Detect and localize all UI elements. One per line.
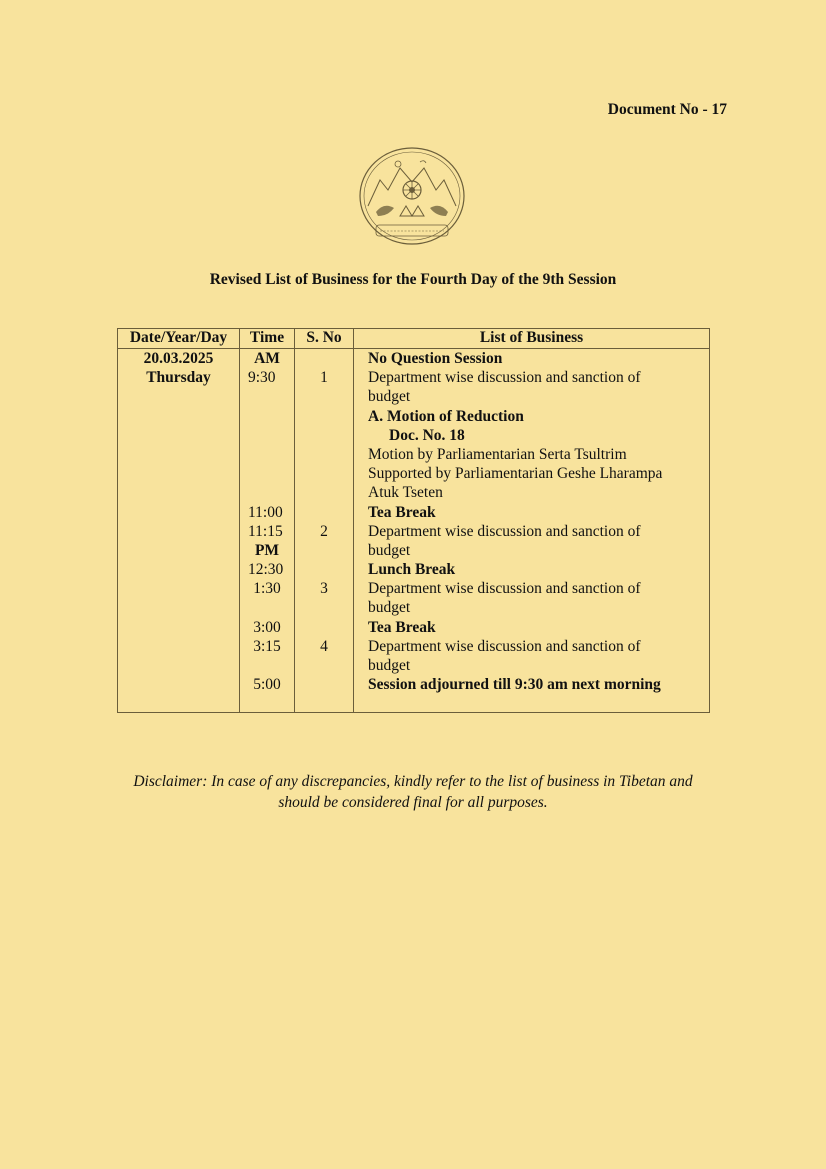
time-line: 12:30 bbox=[248, 561, 284, 579]
date-cell bbox=[118, 349, 240, 713]
time-line bbox=[240, 483, 294, 502]
disclaimer-line: should be considered final for all purposes. bbox=[278, 794, 548, 811]
time-line: PM bbox=[254, 541, 280, 559]
header-date: Date/Year/Day bbox=[118, 329, 240, 349]
sno-line bbox=[295, 598, 353, 617]
time-line bbox=[240, 426, 294, 445]
parliament-emblem-icon bbox=[358, 146, 466, 246]
sno-line bbox=[295, 656, 353, 675]
business-line: Supported by Parliamentarian Geshe Lharampa bbox=[368, 465, 663, 483]
time-line bbox=[240, 464, 294, 483]
time-line: 11:00 bbox=[248, 503, 283, 521]
disclaimer-line: Disclaimer: In case of any discrepancies, kindly refer to the list of business in Tibetan and bbox=[133, 773, 693, 790]
sno-line: 1 bbox=[320, 369, 328, 387]
sno-line bbox=[295, 618, 353, 637]
business-line: Department wise discussion and sanction of bbox=[368, 522, 641, 540]
business-line: Doc. No. 18 bbox=[389, 426, 465, 444]
sno-line bbox=[295, 349, 353, 368]
sno-line bbox=[295, 483, 353, 502]
business-line: Atuk Tseten bbox=[368, 484, 443, 502]
time-line: 5:00 bbox=[253, 676, 281, 694]
business-line: No Question Session bbox=[368, 350, 503, 367]
business-line: Motion by Parliamentarian Serta Tsultrim bbox=[368, 445, 627, 463]
time-line: 3:00 bbox=[253, 618, 281, 636]
sno-line bbox=[295, 387, 353, 406]
sno-line bbox=[295, 503, 353, 522]
sno-line bbox=[295, 407, 353, 426]
business-line: Department wise discussion and sanction of bbox=[368, 369, 641, 387]
business-line: budget bbox=[368, 599, 411, 617]
table-row bbox=[118, 349, 710, 713]
business-cell bbox=[354, 349, 710, 713]
business-table bbox=[117, 328, 710, 713]
sno-line bbox=[295, 541, 353, 560]
sno-line bbox=[295, 560, 353, 579]
sno-line bbox=[295, 445, 353, 464]
business-line: Lunch Break bbox=[368, 561, 456, 579]
time-line: 3:15 bbox=[253, 637, 281, 655]
business-line: A. Motion of Reduction bbox=[368, 407, 524, 425]
document-number: Document No - 17 bbox=[607, 101, 727, 118]
day-value: Thursday bbox=[146, 369, 211, 387]
sno-cell bbox=[295, 349, 354, 713]
time-line: 11:15 bbox=[248, 522, 283, 540]
header-time: Time bbox=[240, 329, 295, 349]
sno-line: 3 bbox=[320, 580, 328, 598]
sno-line: 2 bbox=[320, 522, 328, 540]
time-line bbox=[240, 387, 294, 406]
time-cell bbox=[240, 349, 295, 713]
time-line: 1:30 bbox=[253, 580, 281, 598]
header-business: List of Business bbox=[354, 329, 710, 349]
business-line: Tea Break bbox=[368, 618, 436, 636]
time-line: AM bbox=[254, 350, 280, 367]
disclaimer bbox=[100, 771, 726, 813]
time-line bbox=[240, 656, 294, 675]
sno-line bbox=[295, 426, 353, 445]
time-line: 9:30 bbox=[248, 369, 276, 387]
business-line: budget bbox=[368, 657, 411, 674]
time-line bbox=[240, 407, 294, 426]
time-line bbox=[240, 598, 294, 617]
business-line: Tea Break bbox=[368, 503, 436, 521]
time-line bbox=[240, 445, 294, 464]
header-sno: S. No bbox=[295, 329, 354, 349]
sno-line bbox=[295, 675, 353, 694]
document-title: Revised List of Business for the Fourth Day of the 9th Session bbox=[209, 271, 617, 288]
business-line: Department wise discussion and sanction of bbox=[368, 580, 641, 598]
business-line: Department wise discussion and sanction of bbox=[368, 637, 641, 655]
business-line: budget bbox=[368, 388, 411, 406]
sno-line bbox=[295, 464, 353, 483]
date-value: 20.03.2025 bbox=[143, 350, 214, 367]
business-line: budget bbox=[368, 541, 411, 559]
business-line: Session adjourned till 9:30 am next morning bbox=[368, 676, 661, 694]
table-header-row bbox=[118, 329, 710, 349]
sno-line: 4 bbox=[320, 637, 328, 655]
